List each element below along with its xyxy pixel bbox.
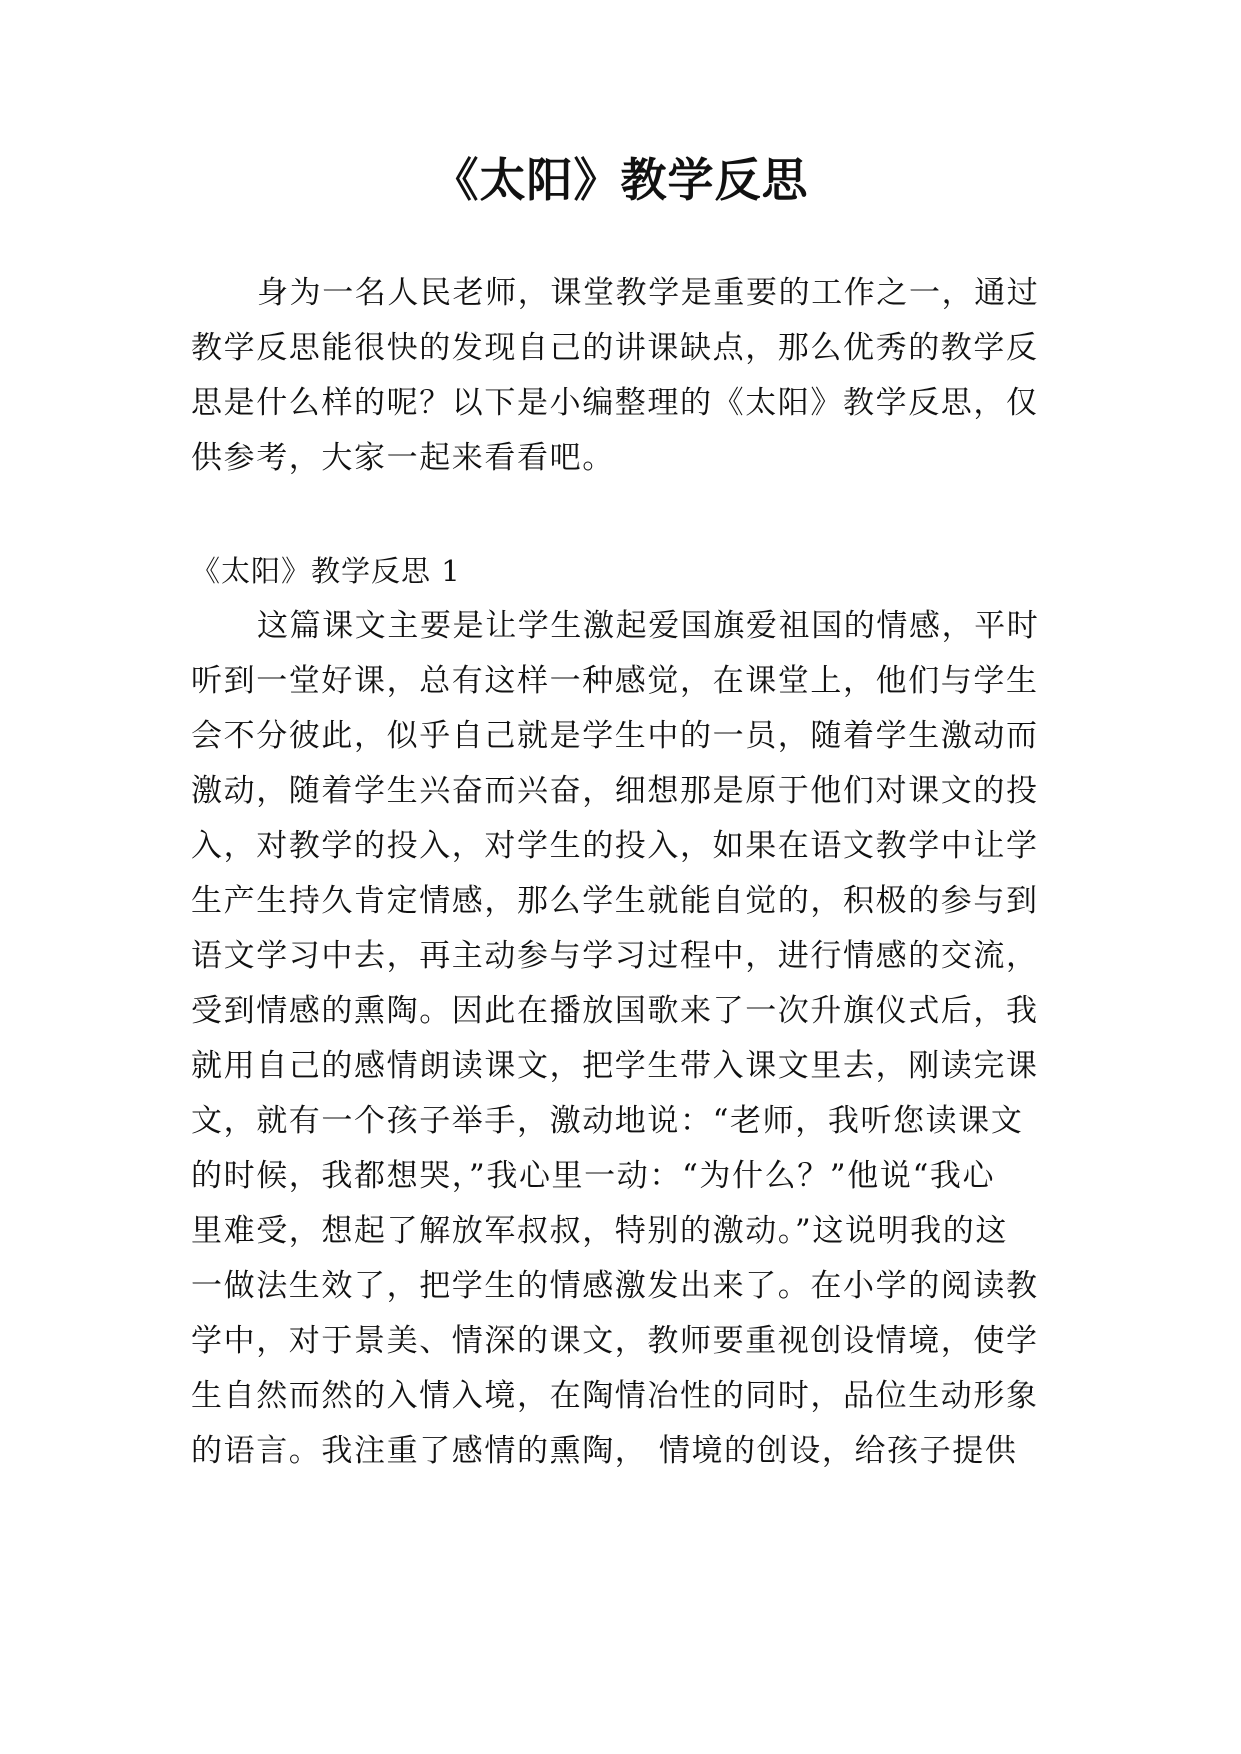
body-line: 文，就有一个孩子举手，激动地说：“老师，我听您读课文 [191,1103,1024,1139]
section-heading: 《太阳》教学反思 1 [191,554,461,588]
body-line: 这篇课文主要是让学生激起爱国旗爱祖国的情感，平时 [257,608,1040,644]
body-line: 入，对教学的投入，对学生的投入，如果在语文教学中让学 [191,828,1039,864]
document-title: 《太阳》教学反思 [432,153,809,207]
intro-line: 身为一名人民老师，课堂教学是重要的工作之一，通过 [257,275,1040,311]
body-line: 会不分彼此，似乎自己就是学生中的一员，随着学生激动而 [191,718,1039,754]
body-line: 生产生持久肯定情感，那么学生就能自觉的，积极的参与到 [191,883,1039,919]
body-line: 学中，对于景美、情深的课文，教师要重视创设情境，使学 [191,1323,1039,1359]
body-line: 受到情感的熏陶。因此在播放国歌来了一次升旗仪式后，我 [191,993,1039,1029]
body-line: 里难受，想起了解放军叔叔，特别的激动。”这说明我的这 [191,1213,1008,1249]
body-line: 的语言。我注重了感情的熏陶， 情境的创设，给孩子提供 [191,1433,1018,1469]
body-line: 生自然而然的入情入境，在陶情冶性的同时，品位生动形象 [191,1378,1039,1414]
body-line: 听到一堂好课，总有这样一种感觉，在课堂上，他们与学生 [191,663,1039,699]
body-line: 激动，随着学生兴奋而兴奋，细想那是原于他们对课文的投 [191,773,1039,809]
intro-line: 供参考，大家一起来看看吧。 [191,440,615,476]
intro-line: 教学反思能很快的发现自己的讲课缺点，那么优秀的教学反 [191,330,1039,366]
intro-line: 思是什么样的呢？以下是小编整理的《太阳》教学反思，仅 [191,385,1039,421]
body-line: 的时候，我都想哭，”我心里一动：“为什么？”他说“我心 [191,1158,996,1194]
body-line: 就用自己的感情朗读课文，把学生带入课文里去，刚读完课 [191,1048,1039,1084]
body-line: 语文学习中去，再主动参与学习过程中，进行情感的交流， [191,938,1039,974]
body-line: 一做法生效了，把学生的情感激发出来了。在小学的阅读教 [191,1268,1039,1304]
